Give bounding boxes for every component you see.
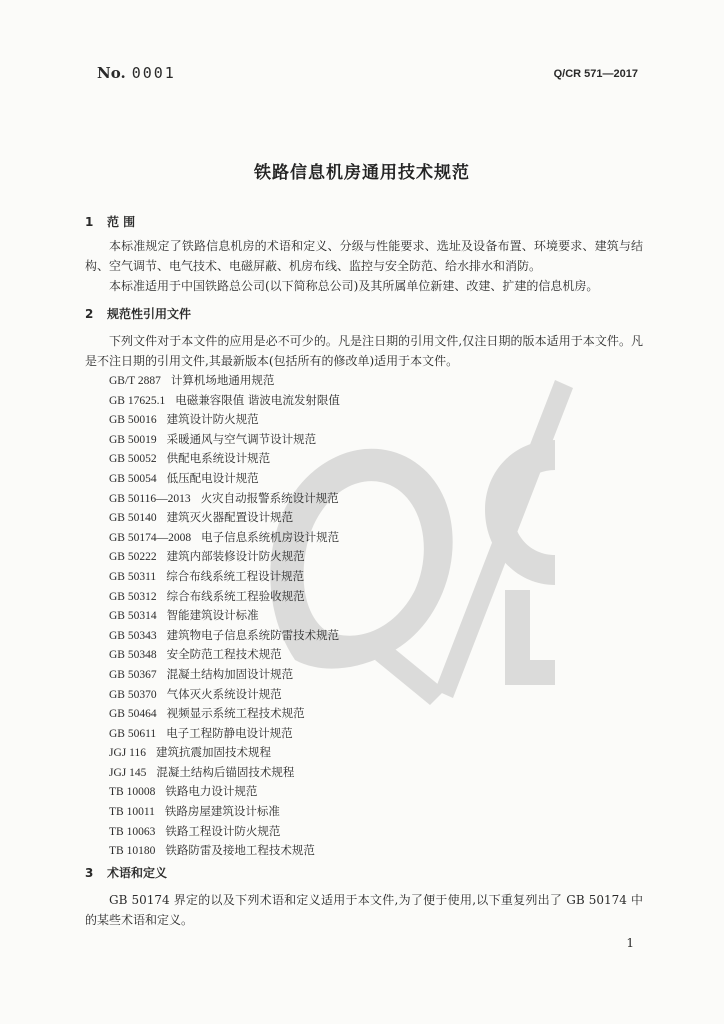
reference-name: 采暖通风与空气调节设计规范 [166, 431, 317, 446]
list-item [109, 743, 340, 763]
list-item [109, 489, 340, 509]
reference-code: GB 50348 [109, 649, 157, 662]
section-2-number: 2 [85, 307, 94, 321]
reference-code: TB 10008 [109, 786, 156, 799]
list-item [109, 724, 340, 744]
reference-code: GB 50222 [109, 551, 157, 564]
reference-name: 铁路房屋建筑设计标准 [164, 804, 280, 819]
reference-name: 视频显示系统工程技术规范 [166, 706, 305, 721]
reference-name: 建筑抗震加固技术规程 [155, 745, 271, 760]
list-item [109, 626, 340, 646]
list-item [109, 841, 340, 861]
reference-name: 建筑灭火器配置设计规范 [166, 510, 294, 525]
reference-code: GB 50052 [109, 453, 157, 466]
reference-code: GB 50019 [109, 433, 157, 446]
reference-code: GB 50367 [109, 668, 157, 681]
reference-code: TB 10180 [109, 845, 156, 858]
list-item [109, 547, 340, 567]
page-number: 1 [626, 936, 634, 950]
list-item [109, 469, 340, 489]
list-item [109, 606, 340, 626]
reference-code: GB 17625.1 [109, 394, 166, 407]
list-item [109, 430, 340, 450]
list-item [109, 508, 340, 528]
list-item [109, 587, 340, 607]
reference-code: JGJ 145 [109, 766, 147, 779]
section-3-heading [85, 864, 167, 881]
reference-name: 铁路工程设计防火规范 [165, 823, 281, 838]
reference-code: GB 50140 [109, 512, 157, 525]
reference-code: GB 50016 [109, 414, 157, 427]
reference-name: 计算机场地通用规范 [170, 373, 275, 387]
reference-code: GB 50174—2008 [109, 531, 192, 544]
list-item [109, 391, 340, 411]
section-2-intro: 下列文件对于本文件的应用是必不可少的。凡是注日期的引用文件,仅注日期的版本适用于本文件。凡是不注日期的引用文件,其最新版本(包括所有的修改单)适用于本文件。 [85, 334, 643, 368]
reference-name: 电子工程防静电设计规范 [166, 725, 293, 740]
reference-code: GB 50312 [109, 590, 157, 603]
list-item [109, 528, 340, 548]
reference-code: TB 10063 [109, 825, 156, 838]
reference-name: 电磁兼容限值 谐波电流发射限值 [175, 392, 340, 407]
reference-code: GB 50116—2013 [109, 492, 191, 505]
reference-name: 气体灭火系统设计规范 [166, 686, 282, 701]
section-1-title: 范 围 [107, 215, 136, 229]
section-3-number: 3 [85, 866, 94, 880]
list-item [109, 410, 340, 430]
reference-code: GB 50343 [109, 629, 157, 642]
reference-code: TB 10011 [109, 806, 155, 819]
reference-name: 建筑设计防火规范 [166, 412, 259, 427]
section-2-title: 规范性引用文件 [107, 307, 192, 321]
reference-name: 综合布线系统工程验收规范 [166, 588, 305, 603]
list-item [109, 782, 340, 802]
list-item [109, 449, 340, 469]
list-item [109, 645, 340, 665]
reference-name: 混凝土结构后锚固技术规程 [156, 764, 295, 779]
reference-name: 建筑物电子信息系统防雷技术规范 [166, 627, 340, 642]
reference-code: JGJ 116 [109, 747, 146, 760]
section-1-paragraph-2: 本标准适用于中国铁路总公司(以下简称总公司)及其所属单位新建、改建、扩建的信息机房。 [109, 279, 599, 293]
list-item [109, 704, 340, 724]
section-2-heading [85, 305, 191, 322]
list-item [109, 822, 340, 842]
reference-code: GB/T 2887 [109, 375, 161, 387]
reference-name: 低压配电设计规范 [166, 470, 259, 485]
reference-code: GB 50054 [109, 472, 157, 485]
reference-name: 供配电系统设计规范 [166, 451, 271, 466]
reference-list [109, 371, 340, 861]
list-item [109, 763, 340, 783]
list-item [109, 371, 340, 391]
reference-code: GB 50311 [109, 570, 157, 583]
reference-name: 智能建筑设计标准 [166, 608, 259, 623]
reference-code: GB 50464 [109, 708, 157, 721]
reference-name: 建筑内部装修设计防火规范 [166, 549, 305, 564]
reference-code: GB 50370 [109, 688, 157, 701]
document-number-value: 0001 [131, 64, 176, 82]
reference-code: GB 50314 [109, 610, 157, 623]
section-3-title: 术语和定义 [107, 866, 168, 880]
reference-name: 铁路电力设计规范 [165, 784, 258, 799]
reference-name: 综合布线系统工程设计规范 [166, 568, 305, 583]
list-item [109, 802, 340, 822]
standard-code: Q/CR 571—2017 [553, 68, 638, 80]
reference-name: 电子信息系统机房设计规范 [201, 529, 340, 544]
document-number-label: No. [97, 64, 126, 82]
list-item [109, 685, 340, 705]
document-title: 铁路信息机房通用技术规范 [254, 163, 470, 183]
section-3-intro: GB 50174 界定的以及下列术语和定义适用于本文件,为了便于使用,以下重复列出了 GB 50174 中的某些术语和定义。 [85, 893, 643, 927]
reference-name: 铁路防雷及接地工程技术规范 [165, 843, 315, 858]
section-1-number: 1 [85, 215, 94, 229]
reference-name: 火灾自动报警系统设计规范 [200, 490, 339, 505]
section-1-heading [85, 213, 135, 230]
list-item [109, 665, 340, 685]
reference-name: 安全防范工程技术规范 [166, 647, 282, 662]
reference-name: 混凝土结构加固设计规范 [166, 666, 294, 681]
list-item [109, 567, 340, 587]
document-number [97, 64, 176, 82]
section-1-paragraph-1: 本标准规定了铁路信息机房的术语和定义、分级与性能要求、选址及设备布置、环境要求、建筑与结构、空气调节、电气技术、电磁屏蔽、机房布线、监控与安全防范、给水排水和消防。 [85, 239, 643, 273]
reference-code: GB 50611 [109, 727, 157, 740]
